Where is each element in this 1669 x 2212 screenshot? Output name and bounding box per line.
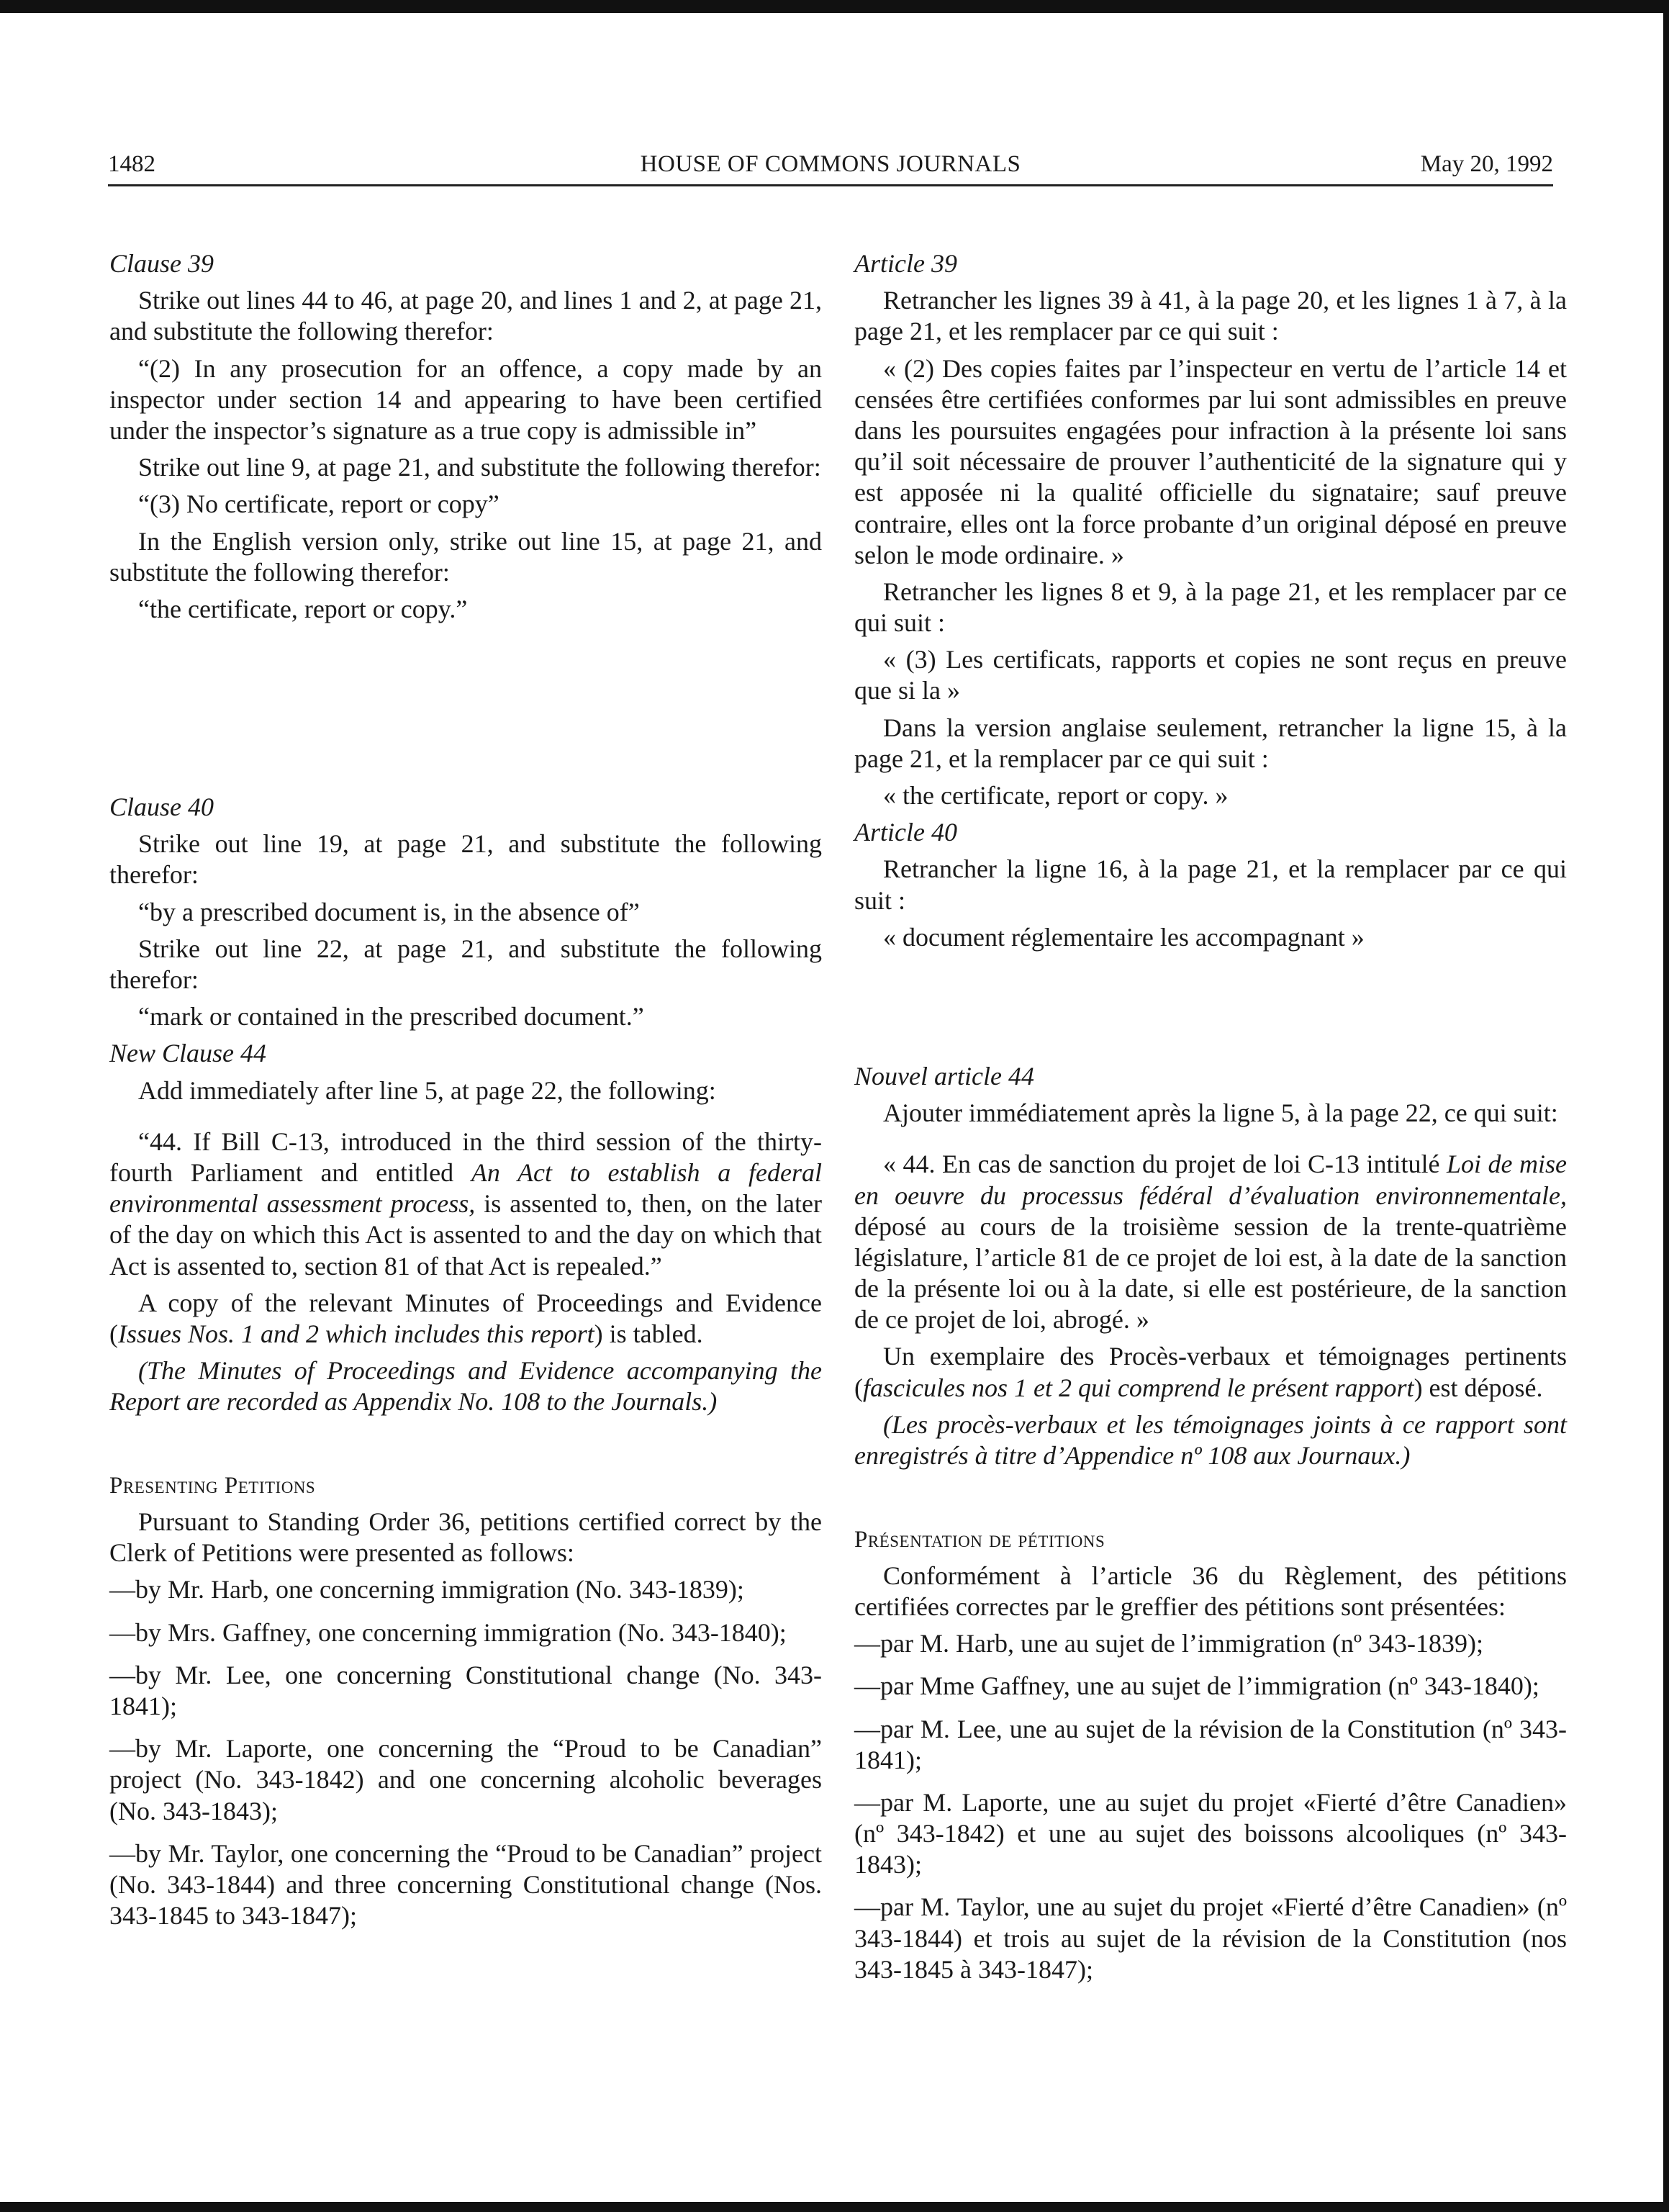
clause-39-quote-3: “the certificate, report or copy.”	[138, 594, 468, 623]
running-header	[108, 147, 1553, 186]
article-39-instruction-1: Retrancher les lignes 39 à 41, à la page 20, et les lignes 1 à 7, à la page 21, et les remplacer par ce qui suit :	[854, 286, 1567, 346]
petition-item: —by Mr. Lee, one concerning Constitutional change (No. 343-1841);	[109, 1660, 822, 1720]
presenting-petitions-heading: Presenting Petitions	[109, 1473, 316, 1499]
article-39-heading: Article 39	[854, 249, 957, 278]
clause-39-instruction-1: Strike out lines 44 to 46, at page 20, and lines 1 and 2, at page 21, and substitute the following therefor:	[109, 286, 822, 346]
petition-item-fr: —par Mme Gaffney, une au sujet de l’immigration (nº 343-1840);	[854, 1671, 1539, 1701]
petition-item: —by Mr. Taylor, one concerning the “Proud to be Canadian” project (No. 343-1844) and three concerning Constitutional change (Nos. 343-1845 to 343-1847);	[109, 1838, 822, 1931]
scan-border-right	[1663, 0, 1669, 2212]
new-clause-44-instruction: Add immediately after line 5, at page 22, the following:	[138, 1075, 716, 1105]
article-39-quote-3: « the certificate, report or copy. »	[883, 781, 1229, 810]
new-article-44-quote: « 44. En cas de sanction du projet de loi C-13 intitulé Loi de mise en oeuvre du processus fédéral d’évaluation environnementale, déposé au cours de la troisième session de la trente-quatrième législature, l’article 81 de ce projet de loi est, à la date de la sanction de la présente loi ou à la date, si elle est postérieure, de la sanction de ce projet de loi, abrogé. »	[854, 1150, 1567, 1335]
clause-40-instruction-1: Strike out line 19, at page 21, and substitute the following therefor:	[109, 829, 822, 890]
petition-item-fr: —par M. Lee, une au sujet de la révision de la Constitution (nº 343-1841);	[854, 1714, 1567, 1774]
petition-item: —by Mr. Laporte, one concerning the “Proud to be Canadian” project (No. 343-1842) and one concerning alcoholic beverages (No. 343-1843);	[109, 1734, 822, 1825]
presentation-petitions-heading: Présentation de pétitions	[854, 1527, 1105, 1553]
english-column	[109, 248, 822, 1931]
petitions-intro-fr: Conformément à l’article 36 du Règlement, des pétitions certifiées correctes par le greffier des pétitions sont présentées:	[854, 1561, 1567, 1621]
minutes-tabled: A copy of the relevant Minutes of Proceedings and Evidence (Issues Nos. 1 and 2 which includes this report) is tabled.	[109, 1288, 822, 1348]
petition-item-fr: —par M. Laporte, une au sujet du projet «Fierté d’être Canadien» (nº 343-1842) et une au sujet des boissons alcooliques (nº 343-1843);	[854, 1787, 1567, 1879]
minutes-tabled-fr: Un exemplaire des Procès-verbaux et témoignages pertinents (fascicules nos 1 et 2 qui comprend le présent rapport) est déposé.	[854, 1342, 1567, 1402]
new-article-44-instruction: Ajouter immédiatement après la ligne 5, à la page 22, ce qui suit:	[883, 1098, 1558, 1128]
journal-date: May 20, 1992	[1420, 151, 1553, 177]
scan-border-bottom	[0, 2202, 1669, 2212]
article-40-heading: Article 40	[854, 818, 957, 847]
clause-39-quote-1: “(2) In any prosecution for an offence, a copy made by an inspector under section 14 and appearing to have been certified under the inspector’s signature as a true copy is admissible in”	[109, 353, 822, 445]
article-40-quote-1: « document réglementaire les accompagnant »	[883, 922, 1365, 952]
new-article-44-heading: Nouvel article 44	[854, 1061, 1034, 1091]
clause-40-heading: Clause 40	[109, 793, 214, 822]
clause-39-heading: Clause 39	[109, 249, 214, 278]
clause-39-instruction-2: Strike out line 9, at page 21, and substitute the following therefor:	[138, 453, 821, 482]
clause-40-instruction-2: Strike out line 22, at page 21, and substitute the following therefor:	[109, 934, 822, 994]
petitions-intro: Pursuant to Standing Order 36, petitions certified correct by the Clerk of Petitions were presented as follows:	[109, 1507, 822, 1568]
page-number: 1482	[108, 151, 155, 177]
scan-border-top	[0, 0, 1669, 13]
petition-item: —by Mrs. Gaffney, one concerning immigration (No. 343-1840);	[109, 1617, 787, 1647]
article-39-quote-1: « (2) Des copies faites par l’inspecteur en vertu de l’article 14 et censées être certifiées conformes par lui sont admissibles en preuve dans les poursuites engagées pour infraction à la présente loi sans qu’il soit nécessaire de prouver l’authenticité de la signature qui y est apposée ni la qualité officielle du signataire; sauf preuve contraire, elles ont la force probante d’un original déposé en preuve selon le mode ordinaire. »	[854, 353, 1567, 569]
minutes-appendix-note-fr: (Les procès-verbaux et les témoignages joints à ce rapport sont enregistrés à titre d’Appendice nº 108 aux Journaux.)	[854, 1409, 1567, 1470]
article-39-instruction-3: Dans la version anglaise seulement, retrancher la ligne 15, à la page 21, et la remplacer par ce qui suit :	[854, 713, 1567, 773]
article-39-quote-2: « (3) Les certificats, rapports et copies ne sont reçus en preuve que si la »	[854, 645, 1567, 705]
petition-item-fr: —par M. Harb, une au sujet de l’immigration (nº 343-1839);	[854, 1629, 1483, 1658]
clause-40-quote-1: “by a prescribed document is, in the absence of”	[138, 897, 640, 926]
clause-39-instruction-3: In the English version only, strike out line 15, at page 21, and substitute the following therefor:	[109, 526, 822, 587]
new-clause-44-quote: “44. If Bill C-13, introduced in the third session of the thirty-fourth Parliament and entitled An Act to establish a federal environmental assessment process, is assented to, then, on the later of the day on which this Act is assented to and the day on which that Act is assented to, section 81 of that Act is repealed.”	[109, 1127, 823, 1281]
journal-title: HOUSE OF COMMONS JOURNALS	[640, 151, 1021, 177]
petition-item-fr: —par M. Taylor, une au sujet du projet «Fierté d’être Canadien» (nº 343-1844) et trois au sujet de la révision de la Constitution (nos 343-1845 à 343-1847);	[854, 1892, 1567, 1984]
clause-39-quote-2: “(3) No certificate, report or copy”	[138, 489, 499, 519]
clause-40-quote-2: “mark or contained in the prescribed document.”	[138, 1002, 644, 1031]
article-39-instruction-2: Retrancher les lignes 8 et 9, à la page 21, et les remplacer par ce qui suit :	[854, 577, 1567, 638]
minutes-appendix-note: (The Minutes of Proceedings and Evidence accompanying the Report are recorded as Appendix No. 108 to the Journals.)	[109, 1356, 822, 1417]
french-column	[854, 248, 1567, 1985]
article-40-instruction-1: Retrancher la ligne 16, à la page 21, et la remplacer par ce qui suit :	[854, 854, 1567, 915]
new-clause-44-heading: New Clause 44	[109, 1039, 267, 1068]
petition-item: —by Mr. Harb, one concerning immigration (No. 343-1839);	[109, 1575, 744, 1604]
